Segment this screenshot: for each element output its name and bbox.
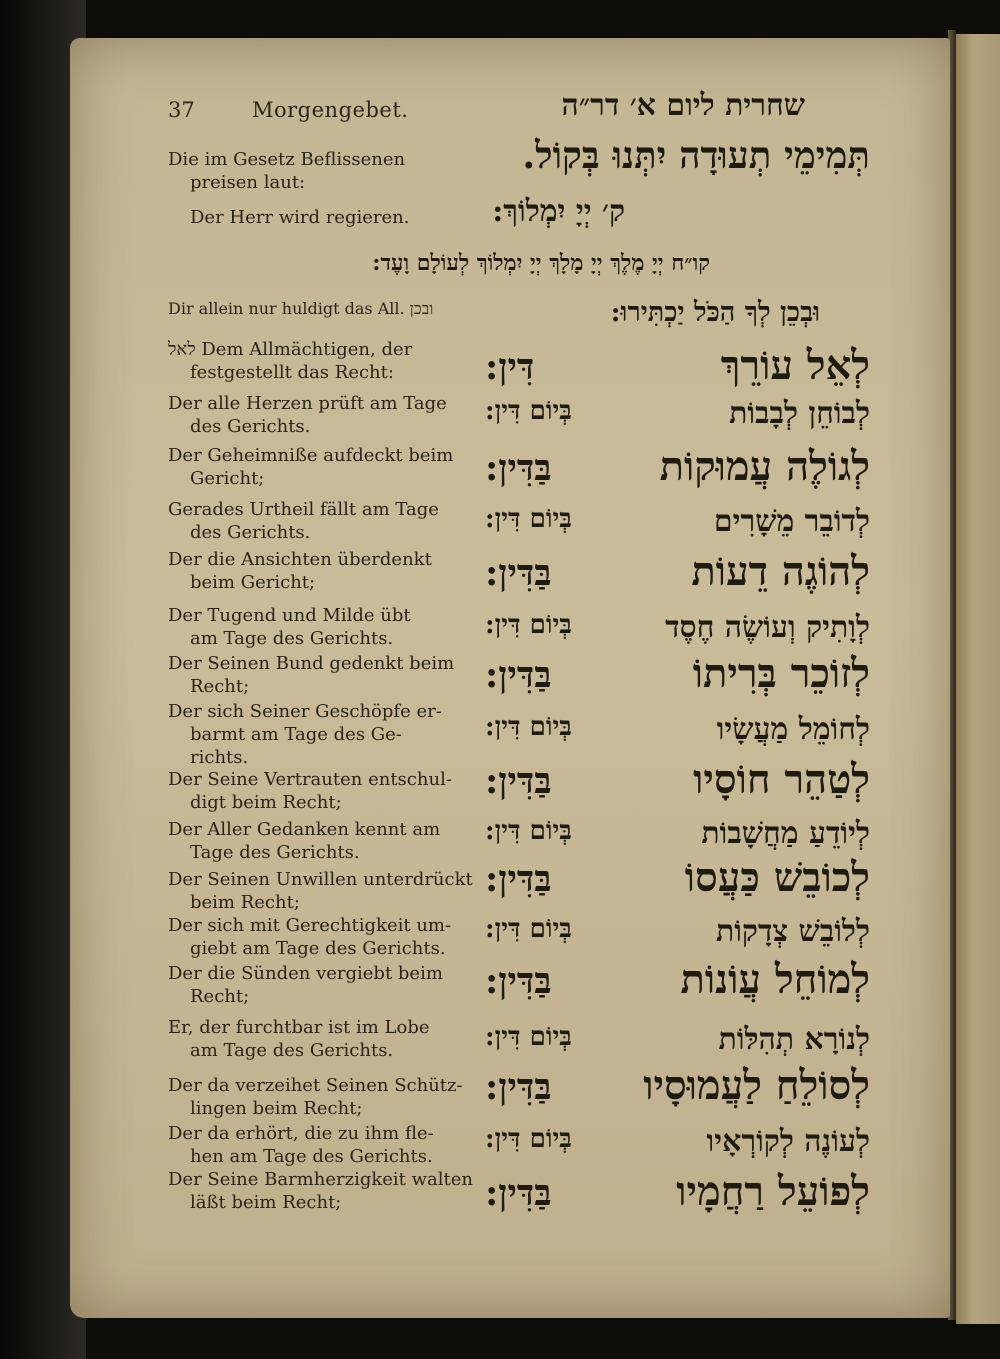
verse-german [168, 914, 460, 960]
verse-hebrew: לְיוֹדֵעַ מַחֲשָׁבוֹת [701, 816, 870, 851]
response-german-line: Der Herr wird regieren. [190, 207, 410, 228]
verse-hebrew: לְזוֹכֵר בְּרִיתוֹ [692, 650, 870, 697]
vekhen-marker: ובכן [409, 299, 434, 318]
verse-german [168, 1122, 460, 1168]
verse-german-line: לאל Dem Allmächtigen, der [168, 339, 413, 360]
verse-german-line: beim Gericht; [190, 572, 316, 593]
hebrew-page-title: שחרית ליום א׳ דר״ה [561, 88, 805, 123]
verse-refrain: בְּיוֹם דִּין: [485, 1022, 572, 1052]
verse-hebrew: לְעוֹנֶה לְקוֹרְאָיו [706, 1124, 870, 1159]
vekhen-hebrew: וּבְכֵן לְךָ הַכֹּל יַכְתִּירוּ: [610, 297, 820, 328]
verse-german [168, 1074, 463, 1120]
verse-german [168, 498, 460, 544]
verse-hebrew: לְכוֹבֵשׁ כַּעֲסוֹ [684, 854, 870, 901]
verse-german-line: festgestellt das Recht: [190, 362, 394, 383]
verse-german-line: Der alle Herzen prüft am Tage [168, 393, 447, 414]
verse-german-line: barmt am Tage des Ge- [190, 724, 402, 745]
verse-german-line: läßt beim Recht; [190, 1192, 342, 1213]
page-title: Morgengebet. [252, 98, 409, 122]
verse-hebrew: לְנוֹרָא תְהִלּוֹת [718, 1022, 870, 1057]
response-hebrew: ק׳ יְיָ יִמְלוֹךְ: [492, 194, 625, 229]
verse-german [168, 548, 460, 594]
intro-german [168, 148, 460, 194]
verse-german-line: Der sich Seiner Geschöpfe er- [168, 701, 442, 722]
verse-german-line: Der Seine Barmherzigkeit walten [168, 1169, 474, 1190]
response-german [190, 206, 482, 229]
verse-german-line: digt beim Recht; [190, 792, 342, 813]
verse-german-line: Der Aller Gedanken kennt am [168, 819, 441, 840]
verse-german [168, 1168, 474, 1214]
congregation-hebrew: קו״ח יְיָ מֶלֶךְ יְיָ מָלָךְ יְיָ יִמְלוֹךְ לְעוֹלָם וָעֶד: [372, 250, 710, 276]
verse-refrain: בְּיוֹם דִּין: [485, 396, 572, 426]
verse-refrain: בַּדִּין: [485, 858, 552, 900]
verse-german-line: Der Seinen Unwillen unterdrückt [168, 869, 473, 890]
verse-refrain: בְּיוֹם דִּין: [485, 610, 572, 640]
verse-refrain: דִּין: [485, 346, 535, 388]
verse-refrain: בְּיוֹם דִּין: [485, 816, 572, 846]
verse-german-line: lingen beim Recht; [190, 1098, 363, 1119]
verse-german [168, 604, 460, 650]
verse-hebrew: לְפוֹעֵל רַחֲמָיו [676, 1168, 870, 1215]
verse-german [168, 818, 460, 864]
verse-german-line: Der die Ansichten überdenkt [168, 549, 432, 570]
verse-hebrew: לְלוֹבֵשׁ צְדָקוֹת [715, 914, 870, 949]
verse-german [168, 338, 460, 384]
verse-refrain: בְּיוֹם דִּין: [485, 1124, 572, 1154]
verse-german-line: Der sich mit Gerechtigkeit um- [168, 915, 452, 936]
verse-german [168, 392, 460, 438]
verse-hebrew: לְדוֹבֵר מֵשָׁרִים [713, 504, 870, 539]
verse-hebrew: לְוָתִיק וְעוֹשֶׂה חֶסֶד [665, 610, 870, 645]
verse-hebrew: לְגוֹלֶה עֲמוּקוֹת [659, 443, 870, 490]
verse-german [168, 768, 460, 814]
verse-german-line: Der die Sünden vergiebt beim [168, 963, 443, 984]
verse-refrain: בַּדִּין: [485, 760, 552, 802]
verse-german-line: Er, der furchtbar ist im Lobe [168, 1017, 430, 1038]
verse-refrain: בַּדִּין: [485, 447, 552, 489]
verse-german [168, 652, 460, 698]
facing-page-edge [956, 34, 1000, 1324]
verse-german-line: richts. [190, 747, 249, 768]
verse-german-line: des Gerichts. [190, 522, 311, 543]
verse-german-line: Der da erhört, die zu ihm fle- [168, 1123, 434, 1144]
vekhen-german [168, 297, 460, 320]
verse-german-line: Gerades Urtheil fällt am Tage [168, 499, 439, 520]
verse-german-line: Gericht; [190, 468, 265, 489]
verse-german-line: Der Seinen Bund gedenkt beim [168, 653, 455, 674]
verse-german-line: Der Geheimniße aufdeckt beim [168, 445, 454, 466]
vekhen-german-text: Dir allein nur huldigt das All. [168, 299, 405, 318]
verse-refrain: בַּדִּין: [485, 1172, 552, 1214]
verse-refrain: בַּדִּין: [485, 654, 552, 696]
verse-german-line: Der Seine Vertrauten entschul- [168, 769, 452, 790]
verse-refrain: בְּיוֹם דִּין: [485, 712, 572, 742]
verse-german-line: Der da verzeihet Seinen Schütz- [168, 1075, 463, 1096]
verse-german-line: am Tage des Gerichts. [190, 1040, 394, 1061]
verse-refrain: בְּיוֹם דִּין: [485, 914, 572, 944]
verse-german-line: beim Recht; [190, 892, 300, 913]
verse-german-line: giebt am Tage des Gerichts. [190, 938, 446, 959]
intro-german-line: preisen laut: [190, 172, 306, 193]
verse-hebrew: לְחוֹמֵל מַעֲשָׂיו [716, 712, 870, 747]
verse-hebrew: לְמוֹחֵל עֲוֹנוֹת [680, 956, 870, 1003]
verse-hebrew: לְהוֹגֶה דֵעוֹת [691, 548, 870, 595]
verse-refrain: בַּדִּין: [485, 1066, 552, 1108]
page-number: 37 [168, 98, 195, 122]
verse-german-line: Recht; [190, 986, 250, 1007]
verse-hebrew: לְאֵל עוֹרֵךְ [720, 342, 870, 389]
verse-refrain: בַּדִּין: [485, 552, 552, 594]
intro-german-line: Die im Gesetz Beflissenen [168, 149, 406, 170]
verse-german-line: am Tage des Gerichts. [190, 628, 394, 649]
verse-hebrew: לְטַהֵר חוֹסָיו [693, 756, 870, 803]
verse-german [168, 962, 460, 1008]
verse-hebrew: לְסוֹלֵחַ לַעֲמוּסָיו [643, 1062, 870, 1109]
verse-german [168, 1016, 460, 1062]
intro-hebrew-line: תְּמִימֵי תְעוּדָה יִתְּנוּ בְּקוֹל. [522, 133, 870, 177]
verse-german-line: Recht; [190, 676, 250, 697]
verse-german [168, 700, 460, 769]
verse-refrain: בְּיוֹם דִּין: [485, 504, 572, 534]
verse-german-line: hen am Tage des Gerichts. [190, 1146, 433, 1167]
verse-german [168, 868, 473, 914]
verse-hebrew: לְבוֹחֵן לְבָבוֹת [729, 396, 870, 431]
verse-refrain: בַּדִּין: [485, 960, 552, 1002]
verse-german-line: Der Tugend und Milde übt [168, 605, 411, 626]
verse-german [168, 444, 460, 490]
verse-german-line: des Gerichts. [190, 416, 311, 437]
verse-german-line: Tage des Gerichts. [190, 842, 360, 863]
